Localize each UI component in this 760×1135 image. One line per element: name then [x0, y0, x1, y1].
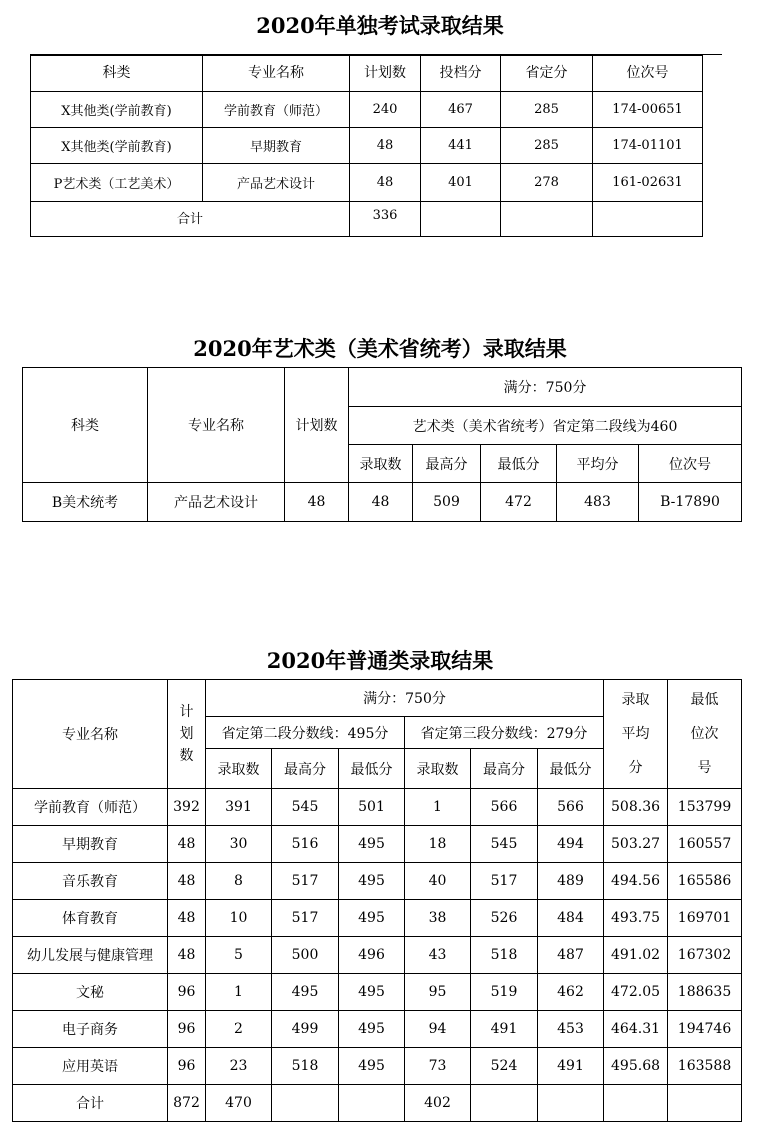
cell: 517: [272, 900, 339, 937]
header-rank: 位次号: [639, 445, 742, 483]
total-label: 合计: [31, 202, 350, 237]
table-row: [13, 937, 742, 974]
cell: 545: [471, 826, 538, 863]
table-row: [13, 974, 742, 1011]
cell: 499: [272, 1011, 339, 1048]
cell: 493.75: [604, 900, 668, 937]
table-row: [13, 826, 742, 863]
cell: 产品艺术设计: [148, 483, 285, 522]
header-seg3-admitted: 录取数: [405, 749, 471, 789]
cell: [339, 1085, 405, 1122]
cell: 10: [206, 900, 272, 937]
header-full-score: 满分：750分: [206, 680, 604, 717]
cell: 学前教育（师范）: [203, 92, 350, 128]
header-seg3-max: 最高分: [471, 749, 538, 789]
total-seg2-admitted: 470: [206, 1085, 272, 1122]
cell: 38: [405, 900, 471, 937]
total-label: 合计: [13, 1085, 168, 1122]
header-plan: 计划数: [168, 680, 206, 789]
cell: 174-01101: [593, 128, 703, 164]
cell: 48: [349, 483, 413, 522]
section1-header-row: [31, 56, 703, 92]
header-seg3-min: 最低分: [538, 749, 604, 789]
cell: 23: [206, 1048, 272, 1085]
table-row: [31, 92, 703, 128]
table-row: [13, 789, 742, 826]
cell: 545: [272, 789, 339, 826]
header-major: 专业名称: [203, 56, 350, 92]
header-category: 科类: [23, 368, 148, 483]
cell: 491: [538, 1048, 604, 1085]
cell: 学前教育（师范）: [13, 789, 168, 826]
cell: 2: [206, 1011, 272, 1048]
cell: 160557: [668, 826, 742, 863]
cell: 95: [405, 974, 471, 1011]
cell: B-17890: [639, 483, 742, 522]
cell: 495: [339, 1011, 405, 1048]
cell: 48: [350, 128, 421, 164]
section1-table: [30, 55, 703, 237]
cell: 48: [168, 937, 206, 974]
cell: 文秘: [13, 974, 168, 1011]
cell: 494: [538, 826, 604, 863]
cell: 40: [405, 863, 471, 900]
table-row: [13, 900, 742, 937]
section3-body: [13, 789, 742, 1085]
header-category: 科类: [31, 56, 203, 92]
cell: 517: [471, 863, 538, 900]
table-row: [13, 1048, 742, 1085]
cell: 524: [471, 1048, 538, 1085]
cell: [604, 1085, 668, 1122]
cell: 体育教育: [13, 900, 168, 937]
header-major: 专业名称: [13, 680, 168, 789]
cell: 96: [168, 1048, 206, 1085]
header-full-score: 满分：750分: [349, 368, 742, 407]
cell: 94: [405, 1011, 471, 1048]
table-row: [13, 863, 742, 900]
header-plan: 计划数: [285, 368, 349, 483]
section2-title: 2020年艺术类（美术省统考）录取结果: [193, 336, 567, 361]
cell: 240: [350, 92, 421, 128]
cell: 产品艺术设计: [203, 164, 350, 202]
cell: 174-00651: [593, 92, 703, 128]
cell: 496: [339, 937, 405, 974]
total-plan: 336: [350, 202, 421, 237]
cell: X其他类(学前教育): [31, 128, 203, 164]
header-filing-score: 投档分: [421, 56, 501, 92]
cell: 18: [405, 826, 471, 863]
header-line-note: 艺术类（美术省统考）省定第二段线为460: [349, 407, 742, 445]
cell: 495: [339, 974, 405, 1011]
table-row: [31, 128, 703, 164]
cell: 484: [538, 900, 604, 937]
cell: 163588: [668, 1048, 742, 1085]
cell: 194746: [668, 1011, 742, 1048]
cell: 392: [168, 789, 206, 826]
cell: 153799: [668, 789, 742, 826]
total-row: [31, 202, 703, 237]
cell: 285: [501, 128, 593, 164]
header-provincial-score: 省定分: [501, 56, 593, 92]
cell: 517: [272, 863, 339, 900]
cell: 30: [206, 826, 272, 863]
cell: 509: [413, 483, 481, 522]
header-min: 最低分: [481, 445, 557, 483]
cell: 501: [339, 789, 405, 826]
cell: [272, 1085, 339, 1122]
cell: 489: [538, 863, 604, 900]
cell: 278: [501, 164, 593, 202]
cell: 401: [421, 164, 501, 202]
cell: 467: [421, 92, 501, 128]
cell: [501, 202, 593, 237]
cell: 516: [272, 826, 339, 863]
header-min-rank: 最低位次号: [668, 680, 742, 789]
cell: 491.02: [604, 937, 668, 974]
cell: [471, 1085, 538, 1122]
cell: 495: [339, 1048, 405, 1085]
cell: 43: [405, 937, 471, 974]
cell: 73: [405, 1048, 471, 1085]
header-plan: 计划数: [350, 56, 421, 92]
cell: 48: [168, 863, 206, 900]
cell: [421, 202, 501, 237]
cell: 早期教育: [13, 826, 168, 863]
total-plan: 872: [168, 1085, 206, 1122]
header-avg: 平均分: [557, 445, 639, 483]
total-seg3-admitted: 402: [405, 1085, 471, 1122]
cell: 285: [501, 92, 593, 128]
cell: 495: [339, 826, 405, 863]
section3-table: [12, 679, 742, 1122]
cell: 96: [168, 1011, 206, 1048]
cell: 495: [339, 900, 405, 937]
cell: 491: [471, 1011, 538, 1048]
section3-title: 2020年普通类录取结果: [266, 648, 494, 673]
cell: 96: [168, 974, 206, 1011]
cell: 518: [471, 937, 538, 974]
cell: B美术统考: [23, 483, 148, 522]
cell: 169701: [668, 900, 742, 937]
cell: 5: [206, 937, 272, 974]
cell: 188635: [668, 974, 742, 1011]
cell: 161-02631: [593, 164, 703, 202]
table-row: [13, 1011, 742, 1048]
cell: 503.27: [604, 826, 668, 863]
cell: 早期教育: [203, 128, 350, 164]
cell: 453: [538, 1011, 604, 1048]
total-row: [13, 1085, 742, 1122]
cell: P艺术类（工艺美术）: [31, 164, 203, 202]
cell: 487: [538, 937, 604, 974]
cell: 幼儿发展与健康管理: [13, 937, 168, 974]
cell: 音乐教育: [13, 863, 168, 900]
cell: [668, 1085, 742, 1122]
cell: 472.05: [604, 974, 668, 1011]
cell: 495: [272, 974, 339, 1011]
cell: 1: [206, 974, 272, 1011]
header-seg2-max: 最高分: [272, 749, 339, 789]
header-admitted: 录取数: [349, 445, 413, 483]
cell: 48: [168, 900, 206, 937]
cell: 48: [285, 483, 349, 522]
cell: 566: [471, 789, 538, 826]
cell: 167302: [668, 937, 742, 974]
section2-header-row: [23, 368, 742, 407]
cell: X其他类(学前教育): [31, 92, 203, 128]
cell: 483: [557, 483, 639, 522]
cell: 462: [538, 974, 604, 1011]
cell: 1: [405, 789, 471, 826]
cell: 518: [272, 1048, 339, 1085]
header-seg2-admitted: 录取数: [206, 749, 272, 789]
cell: [538, 1085, 604, 1122]
section3-header-row: [13, 680, 742, 717]
cell: 165586: [668, 863, 742, 900]
header-seg3: 省定第三段分数线：279分: [405, 717, 604, 749]
cell: 48: [168, 826, 206, 863]
cell: 391: [206, 789, 272, 826]
cell: 464.31: [604, 1011, 668, 1048]
cell: 电子商务: [13, 1011, 168, 1048]
section2-table: [22, 367, 742, 522]
header-rank: 位次号: [593, 56, 703, 92]
cell: 495: [339, 863, 405, 900]
cell: 566: [538, 789, 604, 826]
cell: 495.68: [604, 1048, 668, 1085]
table-row: [23, 483, 742, 522]
cell: [593, 202, 703, 237]
cell: 519: [471, 974, 538, 1011]
header-max: 最高分: [413, 445, 481, 483]
header-seg2: 省定第二段分数线：495分: [206, 717, 405, 749]
cell: 应用英语: [13, 1048, 168, 1085]
cell: 441: [421, 128, 501, 164]
table-row: [31, 164, 703, 202]
cell: 526: [471, 900, 538, 937]
header-avg: 录取平均分: [604, 680, 668, 789]
section1-title: 2020年单独考试录取结果: [256, 13, 504, 38]
cell: 494.56: [604, 863, 668, 900]
cell: 508.36: [604, 789, 668, 826]
cell: 8: [206, 863, 272, 900]
header-major: 专业名称: [148, 368, 285, 483]
header-seg2-min: 最低分: [339, 749, 405, 789]
cell: 48: [350, 164, 421, 202]
cell: 472: [481, 483, 557, 522]
cell: 500: [272, 937, 339, 974]
